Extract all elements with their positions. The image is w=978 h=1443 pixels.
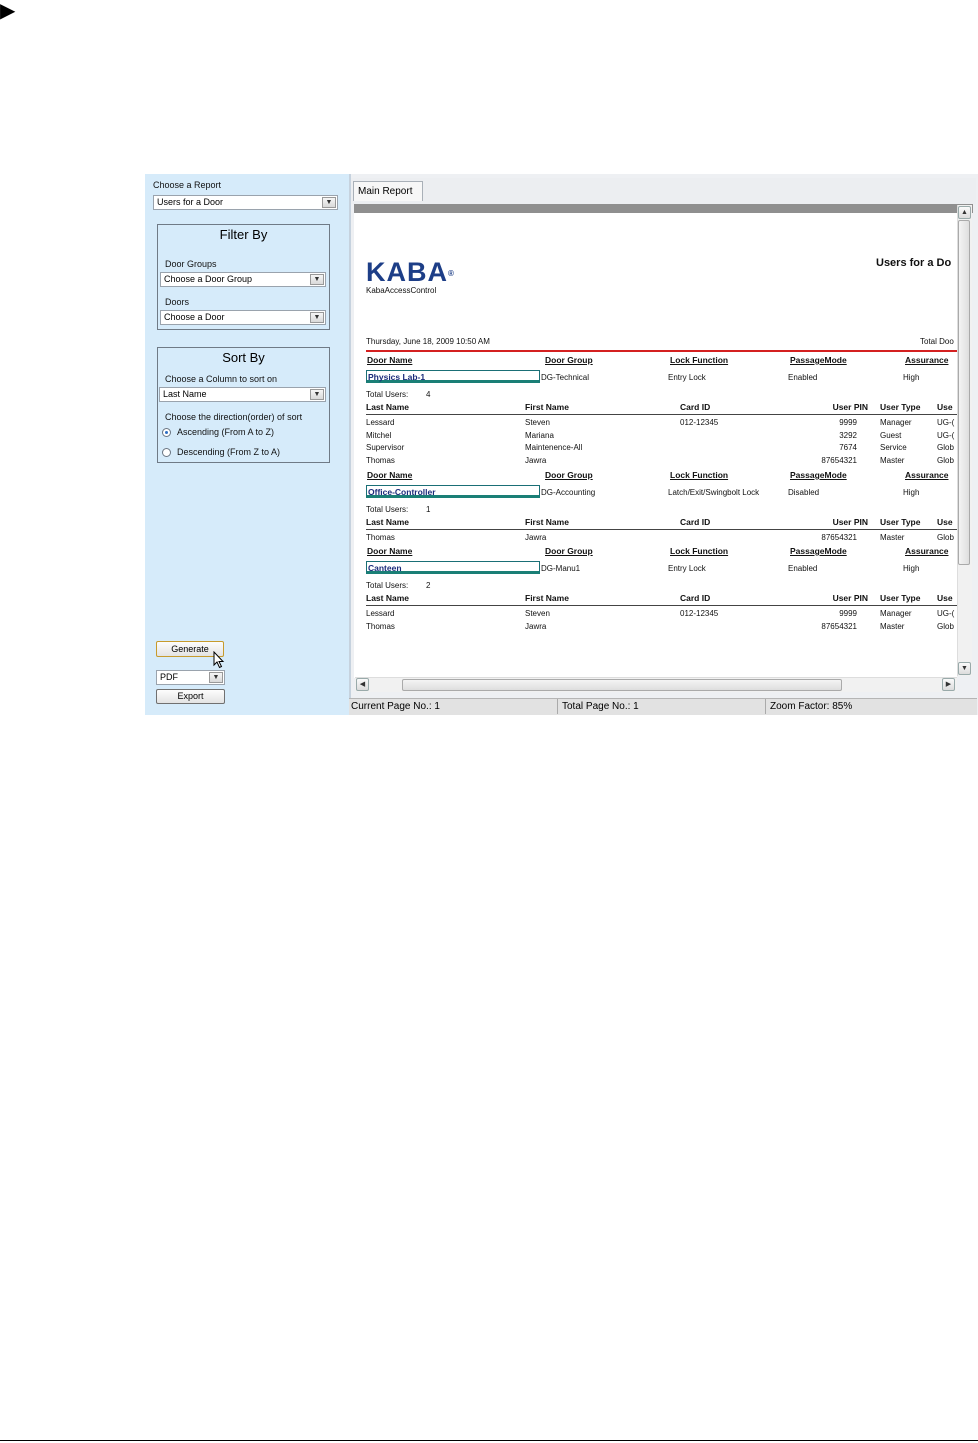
report-select[interactable] bbox=[153, 195, 338, 210]
user-header-4: User Type bbox=[880, 402, 921, 412]
user-first-name: Steven bbox=[525, 418, 550, 427]
ascending-label[interactable]: Ascending (From A to Z) bbox=[177, 427, 275, 437]
sort-column-label: Choose a Column to sort on bbox=[165, 374, 278, 384]
door-header-4: Assurance bbox=[905, 470, 949, 480]
sort-direction-label: Choose the direction(order) of sort bbox=[165, 412, 303, 422]
chevron-down-icon[interactable]: ▼ bbox=[310, 389, 324, 400]
door-header-2: Lock Function bbox=[670, 355, 729, 365]
user-last-name: Lessard bbox=[366, 418, 395, 427]
choose-report-label: Choose a Report bbox=[153, 180, 222, 190]
door-name-box[interactable]: Physics Lab-1 bbox=[366, 370, 540, 383]
total-users-label: Total Users: bbox=[366, 581, 409, 590]
assurance-value: High bbox=[903, 373, 920, 382]
sort-column-select-value: Last Name bbox=[163, 389, 207, 399]
total-users-label: Total Users: bbox=[366, 505, 409, 514]
user-pin: 87654321 bbox=[821, 455, 857, 465]
filter-by-title: Filter By bbox=[219, 227, 268, 242]
horizontal-scroll-thumb[interactable] bbox=[402, 679, 842, 691]
user-type: Guest bbox=[880, 430, 902, 440]
kaba-logo-subtitle: KabaAccessControl bbox=[366, 286, 437, 295]
user-pin: 87654321 bbox=[821, 621, 857, 631]
user-header-underline bbox=[366, 529, 957, 530]
door-select-value: Choose a Door bbox=[164, 312, 225, 322]
user-pin: 9999 bbox=[839, 418, 857, 427]
door-header-3: PassageMode bbox=[790, 470, 847, 480]
chevron-down-icon[interactable]: ▼ bbox=[322, 197, 336, 208]
report-title: Users for a Do bbox=[876, 257, 952, 269]
user-last-name: Lessard bbox=[366, 609, 395, 618]
user-last-name: Thomas bbox=[366, 621, 395, 631]
assurance-value: High bbox=[903, 564, 920, 573]
user-header-3: User PIN bbox=[832, 593, 868, 603]
user-type: Master bbox=[880, 621, 905, 631]
door-group-value: DG-Technical bbox=[541, 373, 590, 382]
door-select[interactable] bbox=[160, 310, 326, 325]
user-header-4: User Type bbox=[880, 593, 921, 603]
status-divider bbox=[557, 699, 558, 714]
user-first-name: Maintenence-All bbox=[525, 443, 583, 452]
user-group: Glob bbox=[937, 443, 954, 452]
door-header-1: Door Group bbox=[545, 546, 593, 556]
report-date: Thursday, June 18, 2009 10:50 AM bbox=[366, 337, 490, 346]
user-header-0: Last Name bbox=[366, 402, 409, 412]
user-first-name: Mariana bbox=[525, 430, 554, 440]
door-header-3: PassageMode bbox=[790, 355, 847, 365]
user-type: Manager bbox=[880, 609, 912, 618]
descending-radio[interactable] bbox=[162, 448, 171, 457]
user-header-2: Card ID bbox=[680, 517, 711, 527]
user-first-name: Jawra bbox=[525, 455, 547, 465]
user-header-2: Card ID bbox=[680, 402, 711, 412]
descending-label[interactable]: Descending (From Z to A) bbox=[177, 447, 281, 457]
user-group: Glob bbox=[937, 621, 954, 631]
user-type: Manager bbox=[880, 418, 912, 427]
door-header-3: PassageMode bbox=[790, 546, 847, 556]
user-card-id: 012-12345 bbox=[680, 609, 719, 618]
user-group: Glob bbox=[937, 455, 954, 465]
vertical-scroll-thumb[interactable] bbox=[958, 220, 970, 565]
user-header-2: Card ID bbox=[680, 593, 711, 603]
user-pin: 9999 bbox=[839, 609, 857, 618]
passage-mode-value: Disabled bbox=[788, 488, 820, 497]
chevron-down-icon[interactable]: ▼ bbox=[310, 274, 324, 285]
sort-by-group bbox=[157, 347, 330, 463]
door-header-1: Door Group bbox=[545, 470, 593, 480]
scroll-up-icon[interactable]: ▲ bbox=[958, 206, 971, 219]
user-card-id: 012-12345 bbox=[680, 418, 719, 427]
door-group-value: DG-Manu1 bbox=[541, 564, 581, 573]
user-header-1: First Name bbox=[525, 517, 569, 527]
user-header-underline bbox=[366, 605, 957, 606]
total-users-label: Total Users: bbox=[366, 390, 409, 399]
user-header-5: Use bbox=[937, 402, 953, 412]
user-group: UG-( bbox=[937, 418, 955, 427]
user-pin: 87654321 bbox=[821, 533, 857, 542]
door-name-box[interactable]: Office-Controller bbox=[366, 485, 540, 498]
assurance-value: High bbox=[903, 488, 920, 497]
user-header-5: Use bbox=[937, 517, 953, 527]
export-format-value: PDF bbox=[160, 672, 178, 682]
scroll-right-icon[interactable]: ▶ bbox=[942, 678, 955, 691]
lock-function-value: Latch/Exit/Swingbolt Lock bbox=[668, 488, 760, 497]
chevron-down-icon[interactable]: ▼ bbox=[310, 312, 324, 323]
page-footer-rule bbox=[0, 1440, 978, 1441]
user-header-0: Last Name bbox=[366, 517, 409, 527]
door-header-4: Assurance bbox=[905, 355, 949, 365]
door-group-select[interactable] bbox=[160, 272, 326, 287]
mouse-cursor-icon bbox=[213, 651, 225, 669]
bullet-arrow-icon: ▶ bbox=[0, 0, 16, 22]
door-header-1: Door Group bbox=[545, 355, 593, 365]
viewer-toolbar-strip bbox=[354, 204, 973, 213]
door-header-0: Door Name bbox=[367, 546, 413, 556]
door-header-0: Door Name bbox=[367, 470, 413, 480]
user-type: Master bbox=[880, 533, 905, 542]
generate-button[interactable]: Generate bbox=[156, 641, 224, 657]
user-header-5: Use bbox=[937, 593, 953, 603]
user-header-underline bbox=[366, 414, 957, 415]
door-group-value: DG-Accounting bbox=[541, 488, 596, 497]
user-first-name: Jawra bbox=[525, 621, 547, 631]
status-bar bbox=[349, 698, 977, 715]
user-last-name: Supervisor bbox=[366, 443, 405, 452]
scroll-left-icon[interactable]: ◀ bbox=[356, 678, 369, 691]
kaba-logo: KABA® bbox=[366, 257, 455, 287]
chevron-down-icon[interactable]: ▼ bbox=[209, 672, 223, 683]
export-button[interactable]: Export bbox=[156, 689, 225, 704]
total-users-count: 1 bbox=[426, 505, 431, 514]
user-header-3: User PIN bbox=[832, 517, 868, 527]
user-header-3: User PIN bbox=[832, 402, 868, 412]
user-last-name: Thomas bbox=[366, 533, 395, 542]
door-header-2: Lock Function bbox=[670, 470, 729, 480]
total-doors-label: Total Doo bbox=[920, 337, 954, 346]
door-header-2: Lock Function bbox=[670, 546, 729, 556]
total-users-count: 2 bbox=[426, 581, 431, 590]
tab-bar bbox=[351, 178, 976, 204]
user-type: Master bbox=[880, 455, 905, 465]
door-groups-label: Door Groups bbox=[165, 259, 217, 269]
header-separator bbox=[366, 350, 957, 352]
total-page-status: Total Page No.: 1 bbox=[562, 701, 639, 712]
door-group-select-value: Choose a Door Group bbox=[164, 274, 253, 284]
current-page-status: Current Page No.: 1 bbox=[351, 701, 440, 712]
total-users-count: 4 bbox=[426, 390, 431, 399]
sort-column-select[interactable] bbox=[159, 387, 326, 402]
doors-label: Doors bbox=[165, 297, 190, 307]
door-header-4: Assurance bbox=[905, 546, 949, 556]
user-header-1: First Name bbox=[525, 402, 569, 412]
user-header-4: User Type bbox=[880, 517, 921, 527]
user-last-name: Thomas bbox=[366, 455, 395, 465]
user-first-name: Steven bbox=[525, 609, 550, 618]
user-type: Service bbox=[880, 443, 907, 452]
tab-main-report[interactable]: Main Report bbox=[353, 181, 423, 201]
export-format-select[interactable] bbox=[156, 670, 225, 685]
lock-function-value: Entry Lock bbox=[668, 564, 706, 573]
door-header-0: Door Name bbox=[367, 355, 413, 365]
user-group: UG-( bbox=[937, 430, 955, 440]
kaba-logo-text: KABA bbox=[366, 257, 448, 287]
user-last-name: Mitchel bbox=[366, 430, 392, 440]
sort-by-title: Sort By bbox=[222, 350, 265, 365]
passage-mode-value: Enabled bbox=[788, 373, 818, 382]
ascending-radio[interactable] bbox=[162, 428, 171, 437]
status-divider bbox=[765, 699, 766, 714]
door-name-box[interactable]: Canteen bbox=[366, 561, 540, 574]
user-pin: 3292 bbox=[839, 430, 857, 440]
scroll-down-icon[interactable]: ▼ bbox=[958, 662, 971, 675]
user-group: UG-( bbox=[937, 609, 955, 618]
passage-mode-value: Enabled bbox=[788, 564, 818, 573]
user-header-0: Last Name bbox=[366, 593, 409, 603]
user-first-name: Jawra bbox=[525, 533, 547, 542]
user-pin: 7674 bbox=[839, 443, 857, 452]
report-select-value: Users for a Door bbox=[157, 197, 224, 207]
user-header-1: First Name bbox=[525, 593, 569, 603]
zoom-status: Zoom Factor: 85% bbox=[770, 701, 853, 712]
user-group: Glob bbox=[937, 533, 954, 542]
lock-function-value: Entry Lock bbox=[668, 373, 706, 382]
